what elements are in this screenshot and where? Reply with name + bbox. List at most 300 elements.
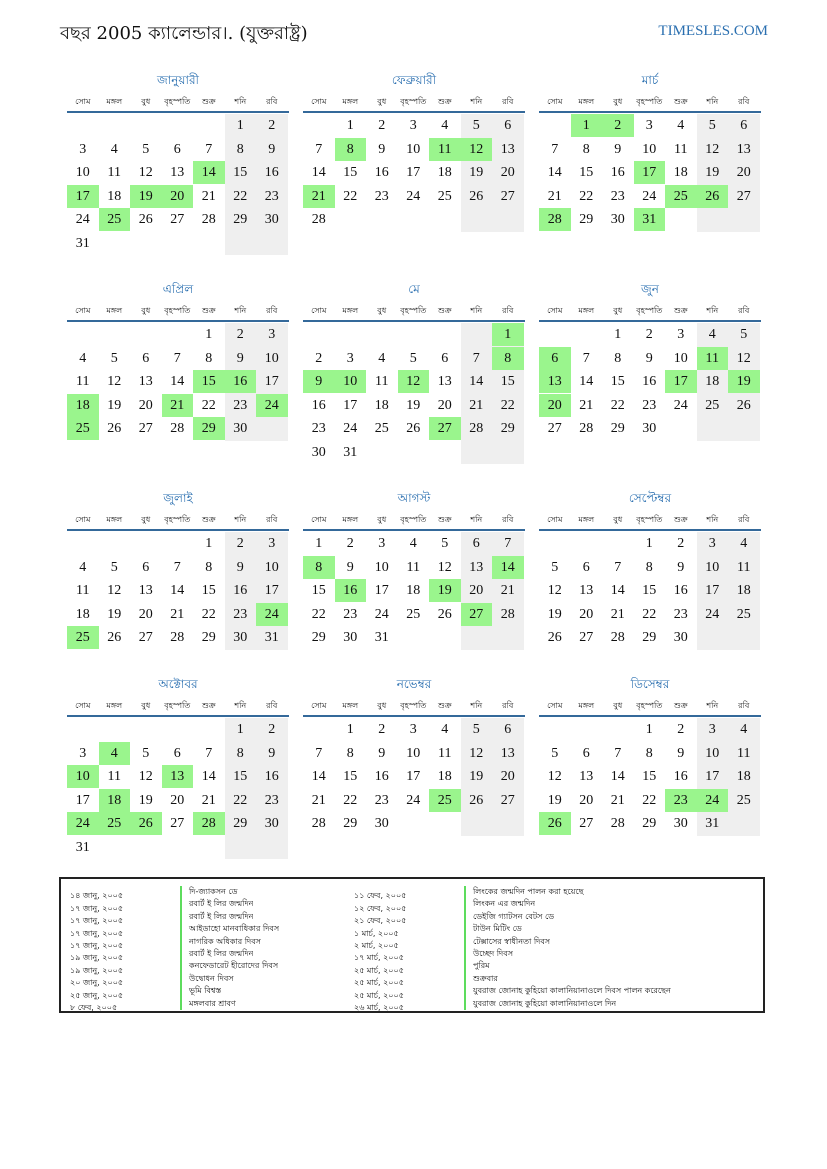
- day-cell[interactable]: 20: [579, 792, 594, 808]
- day-cell[interactable]: 6: [472, 536, 480, 551]
- day-cell[interactable]: 29: [233, 212, 248, 227]
- day-cell[interactable]: 4: [99, 742, 131, 765]
- day-cell[interactable]: 29: [343, 816, 358, 831]
- day-cell[interactable]: 25: [374, 421, 389, 436]
- day-cell[interactable]: 7: [173, 350, 181, 366]
- day-cell[interactable]: 21: [500, 583, 515, 598]
- day-cell[interactable]: 12: [138, 769, 153, 784]
- day-cell[interactable]: 9: [236, 350, 244, 366]
- day-cell[interactable]: 12: [469, 745, 484, 761]
- day-cell[interactable]: 3: [409, 722, 417, 737]
- day-cell[interactable]: 2: [602, 114, 634, 137]
- day-cell[interactable]: 25: [99, 208, 131, 231]
- day-cell[interactable]: 26: [138, 212, 153, 227]
- day-cell[interactable]: 4: [79, 350, 87, 366]
- day-cell[interactable]: 7: [614, 559, 622, 575]
- day-cell[interactable]: 26: [539, 812, 571, 835]
- day-cell[interactable]: 29: [311, 630, 326, 645]
- day-cell[interactable]: 16: [225, 370, 257, 393]
- day-cell[interactable]: 15: [193, 370, 225, 393]
- day-cell[interactable]: 22: [343, 188, 358, 204]
- day-cell[interactable]: 31: [374, 630, 389, 645]
- day-cell[interactable]: 24: [67, 812, 99, 835]
- day-cell[interactable]: 4: [740, 536, 748, 551]
- day-cell[interactable]: 8: [614, 350, 622, 366]
- day-cell[interactable]: 9: [303, 370, 335, 393]
- day-cell[interactable]: 11: [375, 374, 389, 389]
- day-cell[interactable]: 18: [374, 397, 389, 413]
- day-cell[interactable]: 29: [233, 816, 248, 831]
- day-cell[interactable]: 10: [642, 141, 657, 157]
- day-cell[interactable]: 19: [429, 579, 461, 602]
- day-cell[interactable]: 2: [236, 327, 244, 342]
- day-cell[interactable]: 11: [406, 559, 420, 575]
- day-cell[interactable]: 31: [264, 630, 279, 645]
- day-cell[interactable]: 3: [346, 350, 354, 366]
- day-cell[interactable]: 7: [315, 141, 323, 157]
- day-cell[interactable]: 25: [437, 188, 452, 204]
- day-cell[interactable]: 30: [673, 816, 688, 831]
- day-cell[interactable]: 9: [614, 141, 622, 157]
- day-cell[interactable]: 24: [673, 397, 688, 413]
- day-cell[interactable]: 24: [374, 606, 389, 622]
- day-cell[interactable]: 10: [75, 165, 90, 180]
- day-cell[interactable]: 16: [374, 769, 389, 784]
- day-cell[interactable]: 10: [335, 370, 367, 393]
- day-cell[interactable]: 15: [233, 769, 248, 784]
- day-cell[interactable]: 16: [374, 165, 389, 180]
- day-cell[interactable]: 27: [500, 792, 515, 808]
- day-cell[interactable]: 23: [233, 606, 248, 622]
- day-cell[interactable]: 5: [708, 118, 716, 133]
- day-cell[interactable]: 30: [264, 212, 279, 227]
- day-cell[interactable]: 26: [469, 188, 484, 204]
- day-cell[interactable]: 20: [437, 397, 452, 413]
- day-cell[interactable]: 1: [346, 118, 354, 133]
- day-cell[interactable]: 27: [138, 421, 153, 436]
- day-cell[interactable]: 25: [67, 626, 99, 649]
- day-cell[interactable]: 30: [343, 630, 358, 645]
- day-cell[interactable]: 1: [645, 536, 653, 551]
- day-cell[interactable]: 13: [500, 745, 515, 761]
- day-cell[interactable]: 4: [677, 118, 685, 133]
- day-cell[interactable]: 21: [170, 606, 185, 622]
- day-cell[interactable]: 1: [645, 722, 653, 737]
- day-cell[interactable]: 9: [677, 745, 685, 761]
- day-cell[interactable]: 8: [492, 347, 524, 370]
- day-cell[interactable]: 30: [374, 816, 389, 831]
- day-cell[interactable]: 14: [469, 374, 484, 389]
- day-cell[interactable]: 27: [579, 630, 594, 645]
- day-cell[interactable]: 15: [610, 374, 625, 389]
- day-cell[interactable]: 10: [406, 745, 421, 761]
- day-cell[interactable]: 21: [547, 188, 562, 204]
- day-cell[interactable]: 25: [705, 397, 720, 413]
- day-cell[interactable]: 10: [406, 141, 421, 157]
- day-cell[interactable]: 22: [311, 606, 326, 622]
- day-cell[interactable]: 18: [75, 606, 90, 622]
- day-cell[interactable]: 13: [736, 141, 751, 157]
- day-cell[interactable]: 1: [492, 323, 524, 346]
- day-cell[interactable]: 26: [107, 630, 122, 645]
- day-cell[interactable]: 15: [642, 583, 657, 598]
- day-cell[interactable]: 4: [740, 722, 748, 737]
- day-cell[interactable]: 12: [398, 370, 430, 393]
- day-cell[interactable]: 29: [610, 421, 625, 436]
- day-cell[interactable]: 31: [343, 444, 358, 460]
- day-cell[interactable]: 14: [547, 165, 562, 180]
- day-cell[interactable]: 19: [107, 397, 122, 413]
- day-cell[interactable]: 11: [429, 138, 461, 161]
- day-cell[interactable]: 8: [645, 559, 653, 575]
- day-cell[interactable]: 2: [677, 536, 685, 551]
- day-cell[interactable]: 22: [610, 397, 625, 413]
- day-cell[interactable]: 20: [469, 583, 484, 598]
- day-cell[interactable]: 13: [170, 165, 185, 180]
- day-cell[interactable]: 24: [343, 421, 358, 436]
- day-cell[interactable]: 30: [264, 816, 279, 831]
- day-cell[interactable]: 11: [438, 745, 452, 761]
- day-cell[interactable]: 29: [201, 630, 216, 645]
- day-cell[interactable]: 9: [378, 141, 386, 157]
- day-cell[interactable]: 31: [75, 839, 90, 855]
- day-cell[interactable]: 10: [673, 350, 688, 366]
- day-cell[interactable]: 20: [138, 606, 153, 622]
- day-cell[interactable]: 22: [233, 188, 248, 204]
- day-cell[interactable]: 22: [201, 397, 216, 413]
- day-cell[interactable]: 23: [673, 606, 688, 622]
- day-cell[interactable]: 20: [579, 606, 594, 622]
- day-cell[interactable]: 3: [79, 745, 87, 761]
- day-cell[interactable]: 21: [610, 792, 625, 808]
- day-cell[interactable]: 23: [642, 397, 657, 413]
- day-cell[interactable]: 13: [437, 374, 452, 389]
- day-cell[interactable]: 1: [315, 536, 323, 551]
- day-cell[interactable]: 13: [162, 765, 194, 788]
- day-cell[interactable]: 6: [142, 350, 150, 366]
- day-cell[interactable]: 24: [256, 603, 288, 626]
- day-cell[interactable]: 25: [429, 789, 461, 812]
- day-cell[interactable]: 9: [268, 745, 276, 761]
- day-cell[interactable]: 17: [75, 792, 90, 808]
- day-cell[interactable]: 6: [582, 559, 590, 575]
- day-cell[interactable]: 6: [173, 745, 181, 761]
- day-cell[interactable]: 22: [233, 792, 248, 808]
- day-cell[interactable]: 9: [236, 559, 244, 575]
- day-cell[interactable]: 19: [138, 792, 153, 808]
- day-cell[interactable]: 15: [343, 165, 358, 180]
- day-cell[interactable]: 23: [233, 397, 248, 413]
- day-cell[interactable]: 24: [406, 792, 421, 808]
- day-cell[interactable]: 26: [406, 421, 421, 436]
- day-cell[interactable]: 8: [303, 556, 335, 579]
- day-cell[interactable]: 20: [162, 185, 194, 208]
- day-cell[interactable]: 10: [705, 559, 720, 575]
- day-cell[interactable]: 3: [268, 327, 276, 342]
- day-cell[interactable]: 20: [500, 769, 515, 784]
- day-cell[interactable]: 28: [193, 812, 225, 835]
- day-cell[interactable]: 30: [610, 212, 625, 227]
- day-cell[interactable]: 12: [547, 583, 562, 598]
- day-cell[interactable]: 12: [107, 374, 122, 389]
- day-cell[interactable]: 6: [142, 559, 150, 575]
- day-cell[interactable]: 23: [374, 792, 389, 808]
- day-cell[interactable]: 5: [740, 327, 748, 342]
- day-cell[interactable]: 27: [138, 630, 153, 645]
- day-cell[interactable]: 24: [705, 606, 720, 622]
- day-cell[interactable]: 20: [500, 165, 515, 180]
- day-cell[interactable]: 9: [346, 559, 354, 575]
- day-cell[interactable]: 17: [67, 185, 99, 208]
- day-cell[interactable]: 17: [374, 583, 389, 598]
- day-cell[interactable]: 14: [311, 769, 326, 784]
- day-cell[interactable]: 30: [311, 444, 326, 460]
- day-cell[interactable]: 18: [673, 165, 688, 180]
- day-cell[interactable]: 16: [233, 583, 248, 598]
- day-cell[interactable]: 27: [461, 603, 493, 626]
- day-cell[interactable]: 1: [614, 327, 622, 342]
- day-cell[interactable]: 14: [170, 374, 185, 389]
- day-cell[interactable]: 16: [311, 397, 326, 413]
- day-cell[interactable]: 8: [335, 138, 367, 161]
- day-cell[interactable]: 4: [409, 536, 417, 551]
- day-cell[interactable]: 11: [107, 165, 121, 180]
- day-cell[interactable]: 6: [173, 141, 181, 157]
- day-cell[interactable]: 8: [205, 559, 213, 575]
- day-cell[interactable]: 21: [201, 188, 216, 204]
- day-cell[interactable]: 11: [76, 374, 90, 389]
- day-cell[interactable]: 26: [547, 630, 562, 645]
- day-cell[interactable]: 16: [673, 769, 688, 784]
- day-cell[interactable]: 6: [504, 722, 512, 737]
- day-cell[interactable]: 14: [610, 769, 625, 784]
- day-cell[interactable]: 30: [642, 421, 657, 436]
- day-cell[interactable]: 12: [547, 769, 562, 784]
- day-cell[interactable]: 28: [579, 421, 594, 436]
- day-cell[interactable]: 13: [138, 583, 153, 598]
- day-cell[interactable]: 19: [705, 165, 720, 180]
- day-cell[interactable]: 17: [406, 165, 421, 180]
- day-cell[interactable]: 1: [236, 118, 244, 133]
- day-cell[interactable]: 6: [504, 118, 512, 133]
- day-cell[interactable]: 26: [469, 792, 484, 808]
- day-cell[interactable]: 13: [539, 370, 571, 393]
- day-cell[interactable]: 5: [472, 722, 480, 737]
- day-cell[interactable]: 7: [472, 350, 480, 366]
- day-cell[interactable]: 2: [268, 722, 276, 737]
- day-cell[interactable]: 10: [374, 559, 389, 575]
- day-cell[interactable]: 16: [642, 374, 657, 389]
- day-cell[interactable]: 11: [76, 583, 90, 598]
- day-cell[interactable]: 3: [645, 118, 653, 133]
- day-cell[interactable]: 11: [737, 559, 751, 575]
- day-cell[interactable]: 7: [551, 141, 559, 157]
- day-cell[interactable]: 16: [673, 583, 688, 598]
- day-cell[interactable]: 25: [736, 792, 751, 808]
- day-cell[interactable]: 19: [547, 792, 562, 808]
- day-cell[interactable]: 24: [406, 188, 421, 204]
- day-cell[interactable]: 2: [677, 722, 685, 737]
- day-cell[interactable]: 21: [201, 792, 216, 808]
- day-cell[interactable]: 28: [500, 606, 515, 622]
- day-cell[interactable]: 12: [705, 141, 720, 157]
- day-cell[interactable]: 14: [193, 161, 225, 184]
- day-cell[interactable]: 29: [500, 421, 515, 436]
- day-cell[interactable]: 30: [233, 421, 248, 436]
- day-cell[interactable]: 16: [335, 579, 367, 602]
- day-cell[interactable]: 18: [437, 769, 452, 784]
- day-cell[interactable]: 14: [610, 583, 625, 598]
- day-cell[interactable]: 27: [170, 816, 185, 831]
- day-cell[interactable]: 21: [469, 397, 484, 413]
- day-cell[interactable]: 8: [205, 350, 213, 366]
- day-cell[interactable]: 18: [705, 374, 720, 389]
- day-cell[interactable]: 14: [311, 165, 326, 180]
- day-cell[interactable]: 12: [437, 559, 452, 575]
- day-cell[interactable]: 25: [67, 417, 99, 440]
- day-cell[interactable]: 18: [67, 394, 99, 417]
- day-cell[interactable]: 1: [205, 536, 213, 551]
- day-cell[interactable]: 18: [99, 789, 131, 812]
- day-cell[interactable]: 18: [437, 165, 452, 180]
- day-cell[interactable]: 25: [406, 606, 421, 622]
- day-cell[interactable]: 7: [582, 350, 590, 366]
- day-cell[interactable]: 18: [736, 769, 751, 784]
- day-cell[interactable]: 9: [645, 350, 653, 366]
- day-cell[interactable]: 10: [67, 765, 99, 788]
- day-cell[interactable]: 26: [697, 185, 729, 208]
- day-cell[interactable]: 21: [579, 397, 594, 413]
- day-cell[interactable]: 17: [634, 161, 666, 184]
- day-cell[interactable]: 17: [705, 769, 720, 784]
- day-cell[interactable]: 27: [547, 421, 562, 436]
- day-cell[interactable]: 7: [504, 536, 512, 551]
- day-cell[interactable]: 4: [441, 722, 449, 737]
- day-cell[interactable]: 29: [579, 212, 594, 227]
- day-cell[interactable]: 17: [705, 583, 720, 598]
- day-cell[interactable]: 4: [708, 327, 716, 342]
- day-cell[interactable]: 2: [645, 327, 653, 342]
- day-cell[interactable]: 7: [315, 745, 323, 761]
- day-cell[interactable]: 22: [642, 606, 657, 622]
- day-cell[interactable]: 22: [500, 397, 515, 413]
- day-cell[interactable]: 22: [642, 792, 657, 808]
- day-cell[interactable]: 25: [665, 185, 697, 208]
- day-cell[interactable]: 26: [437, 606, 452, 622]
- day-cell[interactable]: 5: [441, 536, 449, 551]
- day-cell[interactable]: 24: [697, 789, 729, 812]
- day-cell[interactable]: 14: [579, 374, 594, 389]
- day-cell[interactable]: 2: [378, 118, 386, 133]
- day-cell[interactable]: 16: [264, 165, 279, 180]
- day-cell[interactable]: 19: [547, 606, 562, 622]
- day-cell[interactable]: 11: [674, 141, 688, 157]
- day-cell[interactable]: 16: [610, 165, 625, 180]
- day-cell[interactable]: 2: [268, 118, 276, 133]
- day-cell[interactable]: 15: [579, 165, 594, 180]
- day-cell[interactable]: 24: [642, 188, 657, 204]
- day-cell[interactable]: 14: [492, 556, 524, 579]
- day-cell[interactable]: 3: [677, 327, 685, 342]
- day-cell[interactable]: 28: [610, 816, 625, 831]
- day-cell[interactable]: 5: [551, 745, 559, 761]
- day-cell[interactable]: 21: [303, 185, 335, 208]
- day-cell[interactable]: 12: [138, 165, 153, 180]
- day-cell[interactable]: 8: [582, 141, 590, 157]
- day-cell[interactable]: 22: [343, 792, 358, 808]
- day-cell[interactable]: 12: [736, 350, 751, 366]
- day-cell[interactable]: 2: [236, 536, 244, 551]
- day-cell[interactable]: 4: [79, 559, 87, 575]
- day-cell[interactable]: 13: [579, 583, 594, 598]
- day-cell[interactable]: 21: [162, 394, 194, 417]
- day-cell[interactable]: 6: [539, 347, 571, 370]
- day-cell[interactable]: 5: [110, 350, 118, 366]
- day-cell[interactable]: 25: [736, 606, 751, 622]
- day-cell[interactable]: 5: [142, 141, 150, 157]
- day-cell[interactable]: 3: [409, 118, 417, 133]
- day-cell[interactable]: 28: [469, 421, 484, 436]
- day-cell[interactable]: 3: [378, 536, 386, 551]
- day-cell[interactable]: 15: [311, 583, 326, 598]
- day-cell[interactable]: 1: [346, 722, 354, 737]
- day-cell[interactable]: 25: [99, 812, 131, 835]
- day-cell[interactable]: 17: [264, 583, 279, 598]
- day-cell[interactable]: 8: [236, 141, 244, 157]
- day-cell[interactable]: 10: [264, 350, 279, 366]
- day-cell[interactable]: 22: [579, 188, 594, 204]
- day-cell[interactable]: 30: [673, 630, 688, 645]
- day-cell[interactable]: 7: [205, 745, 213, 761]
- day-cell[interactable]: 8: [645, 745, 653, 761]
- day-cell[interactable]: 3: [708, 536, 716, 551]
- day-cell[interactable]: 5: [472, 118, 480, 133]
- day-cell[interactable]: 3: [268, 536, 276, 551]
- day-cell[interactable]: 18: [107, 188, 122, 204]
- day-cell[interactable]: 15: [201, 583, 216, 598]
- day-cell[interactable]: 21: [311, 792, 326, 808]
- day-cell[interactable]: 19: [107, 606, 122, 622]
- day-cell[interactable]: 4: [110, 141, 118, 157]
- day-cell[interactable]: 13: [579, 769, 594, 784]
- day-cell[interactable]: 8: [236, 745, 244, 761]
- day-cell[interactable]: 12: [107, 583, 122, 598]
- day-cell[interactable]: 1: [571, 114, 603, 137]
- day-cell[interactable]: 5: [551, 559, 559, 575]
- day-cell[interactable]: 15: [233, 165, 248, 180]
- day-cell[interactable]: 23: [343, 606, 358, 622]
- day-cell[interactable]: 3: [79, 141, 87, 157]
- day-cell[interactable]: 13: [138, 374, 153, 389]
- day-cell[interactable]: 1: [236, 722, 244, 737]
- day-cell[interactable]: 27: [736, 188, 751, 204]
- day-cell[interactable]: 27: [500, 188, 515, 204]
- day-cell[interactable]: 29: [642, 816, 657, 831]
- day-cell[interactable]: 2: [378, 722, 386, 737]
- day-cell[interactable]: 28: [201, 212, 216, 227]
- day-cell[interactable]: 11: [737, 745, 751, 761]
- day-cell[interactable]: 28: [170, 421, 185, 436]
- day-cell[interactable]: 20: [539, 394, 571, 417]
- day-cell[interactable]: 19: [728, 370, 760, 393]
- day-cell[interactable]: 23: [311, 421, 326, 436]
- day-cell[interactable]: 5: [409, 350, 417, 366]
- day-cell[interactable]: 15: [642, 769, 657, 784]
- day-cell[interactable]: 13: [469, 559, 484, 575]
- day-cell[interactable]: 18: [406, 583, 421, 598]
- day-cell[interactable]: 3: [708, 722, 716, 737]
- day-cell[interactable]: 19: [469, 769, 484, 784]
